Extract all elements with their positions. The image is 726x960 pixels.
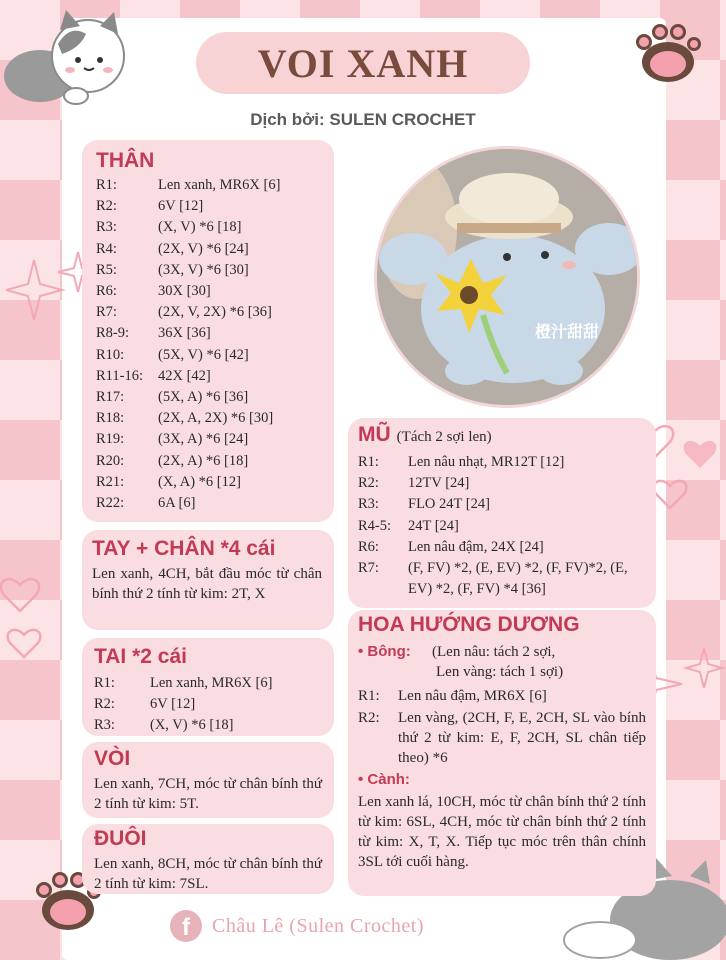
row-label: R3: [358, 496, 379, 513]
bong-label: • Bông: [358, 643, 411, 660]
footer-text[interactable]: Châu Lê (Sulen Crochet) [212, 914, 424, 937]
section-voi [82, 742, 334, 818]
hoa-bong [358, 642, 646, 682]
pattern-row [358, 516, 646, 537]
row-text: 12TV [24] [408, 475, 470, 492]
section-hoa [348, 610, 656, 896]
row-label: R18: [96, 410, 125, 427]
elephant-image [377, 149, 640, 408]
pattern-row [94, 694, 322, 715]
row-text: (2X, V, 2X) *6 [36] [158, 304, 272, 321]
row-text: (2X, V) *6 [24] [158, 240, 249, 257]
mu-heading: MŨ [358, 423, 391, 446]
mu-note: (Tách 2 sợi len) [396, 429, 492, 445]
pattern-row [96, 366, 322, 387]
row-text: 30X [30] [158, 283, 211, 300]
row-text: 6A [6] [158, 495, 196, 512]
row-label: R4: [96, 240, 117, 257]
amigurumi-photo [374, 146, 640, 408]
section-heading: HOA HƯỚNG DƯƠNG [358, 613, 580, 636]
row-label: R1: [96, 177, 117, 193]
row-label: R10: [96, 346, 125, 363]
page-title: VOI XANH [257, 40, 469, 86]
section-tay-chan [82, 530, 334, 630]
row-text: Len nâu đậm, 24X [24] [408, 538, 544, 555]
section-text: Len xanh, 8CH, móc từ chân bính thứ 2 tính từ kim: 7SL. [94, 856, 322, 892]
pattern-row [96, 345, 322, 366]
row-label: R2: [94, 696, 115, 713]
pattern-row [94, 673, 322, 694]
row-text: 36X [36] [158, 325, 211, 342]
row-text: (2X, A, 2X) *6 [30] [158, 410, 274, 427]
row-label: R17: [96, 389, 125, 406]
row-label: R1: [358, 688, 380, 704]
pattern-row [96, 429, 322, 450]
hoa-r1 [358, 686, 646, 706]
row-text: (X, A) *6 [12] [158, 473, 241, 490]
pattern-row [94, 715, 322, 736]
section-heading: VÒI [94, 747, 131, 770]
row-label: R20: [96, 452, 125, 469]
row-label: R21: [96, 473, 125, 490]
row-text: Len xanh, MR6X [6] [150, 675, 273, 691]
section-than [82, 140, 334, 522]
row-label: R8-9: [96, 325, 130, 342]
bong-line: Len vàng: tách 1 sợi) [436, 664, 564, 680]
row-text: (X, V) *6 [18] [150, 717, 234, 734]
pattern-row [96, 493, 322, 514]
row-text: (3X, V) *6 [30] [158, 261, 249, 278]
row-text: (2X, A) *6 [18] [158, 452, 249, 469]
pattern-row [96, 196, 322, 217]
section-duoi [82, 824, 334, 894]
row-label: R1: [94, 675, 115, 691]
row-label: R6: [358, 538, 379, 555]
pattern-row [96, 408, 322, 429]
row-label: R5: [96, 261, 117, 278]
title-banner [196, 32, 530, 94]
photo-watermark: 橙汁甜甜 [535, 322, 600, 341]
pattern-row [358, 558, 646, 600]
row-text: 6V [12] [150, 696, 196, 713]
row-label: R11-16: [96, 367, 143, 384]
footer [170, 910, 424, 942]
row-text: (3X, A) *6 [24] [158, 431, 249, 448]
row-label: R3: [94, 717, 115, 734]
pattern-row [96, 302, 322, 323]
pattern-row [96, 260, 322, 281]
section-tai [82, 638, 334, 736]
row-label: R3: [96, 219, 117, 236]
row-text: FLO 24T [24] [408, 496, 490, 513]
pattern-row [96, 281, 322, 302]
pattern-row [358, 537, 646, 558]
than-rows [96, 175, 322, 514]
tai-rows [94, 673, 322, 737]
hoa-r2 [358, 708, 646, 768]
row-text: (5X, A) *6 [36] [158, 389, 249, 406]
row-text: (X, V) *6 [18] [158, 219, 242, 236]
row-label: R2: [358, 475, 379, 492]
pattern-row [96, 472, 322, 493]
row-label: R22: [96, 495, 125, 512]
section-text: Len xanh, 4CH, bắt đầu móc từ chân bính thứ 2 tính từ kim: 2T, X [92, 566, 322, 602]
row-label: R7: [96, 304, 117, 321]
row-text: Len vàng, (2CH, F, E, 2CH, SL vào bính thứ 2 từ kim: E, F, 2CH, SL chân tiếp theo) *6 [398, 710, 646, 766]
pattern-row [358, 452, 646, 473]
bong-line: (Len nâu: tách 2 sợi, [432, 644, 556, 660]
cat-icon [0, 4, 130, 114]
pattern-row [96, 451, 322, 472]
section-heading [358, 422, 646, 450]
section-heading: ĐUÔI [94, 827, 147, 850]
section-heading: TAI *2 cái [94, 645, 187, 668]
pattern-row [358, 494, 646, 515]
section-heading: TAY + CHÂN *4 cái [92, 537, 276, 560]
canh-text: Len xanh lá, 10CH, móc từ chân bính thứ 2 tính từ kim: 6SL, 4CH, móc từ chân bính thứ 2 tính từ kim: X, T, X. Tiếp tục móc trên thân chính 3SL tới cuối hàng. [358, 794, 646, 870]
row-text: Len xanh, MR6X [6] [158, 177, 281, 193]
pattern-row [96, 323, 322, 344]
row-label: R19: [96, 431, 125, 448]
row-text: 24T [24] [408, 517, 459, 534]
row-text: 42X [42] [158, 367, 211, 384]
pattern-row [358, 473, 646, 494]
row-text: (5X, V) *6 [42] [158, 346, 249, 363]
row-text: 6V [12] [158, 198, 204, 215]
subtitle: Dịch bởi: SULEN CROCHET [250, 110, 476, 129]
facebook-icon[interactable]: f [170, 910, 202, 942]
pattern-row [96, 217, 322, 238]
row-label: R1: [358, 454, 379, 470]
row-label: R2: [358, 710, 380, 726]
row-text: Len nâu đậm, MR6X [6] [398, 688, 547, 704]
row-label: R6: [96, 283, 117, 300]
pattern-row [96, 175, 322, 196]
canh-label: • Cành: [358, 771, 410, 788]
row-label: R2: [96, 198, 117, 215]
hoa-canh [358, 770, 646, 790]
row-text: Len nâu nhạt, MR12T [12] [408, 454, 565, 470]
section-mu [348, 418, 656, 608]
pattern-row [96, 387, 322, 408]
row-text: (F, FV) *2, (E, EV) *2, (F, FV)*2, (E, EV) *2, (F, FV) *4 [36] [408, 560, 628, 598]
section-heading: THÂN [96, 149, 155, 172]
section-text: Len xanh, 7CH, móc từ chân bính thứ 2 tính từ kim: 5T. [94, 776, 322, 812]
paw-icon [632, 22, 702, 84]
mu-rows [358, 452, 646, 600]
row-label: R4-5: [358, 517, 392, 534]
pattern-row [96, 239, 322, 260]
row-label: R7: [358, 560, 379, 577]
heart-icon [0, 555, 50, 675]
